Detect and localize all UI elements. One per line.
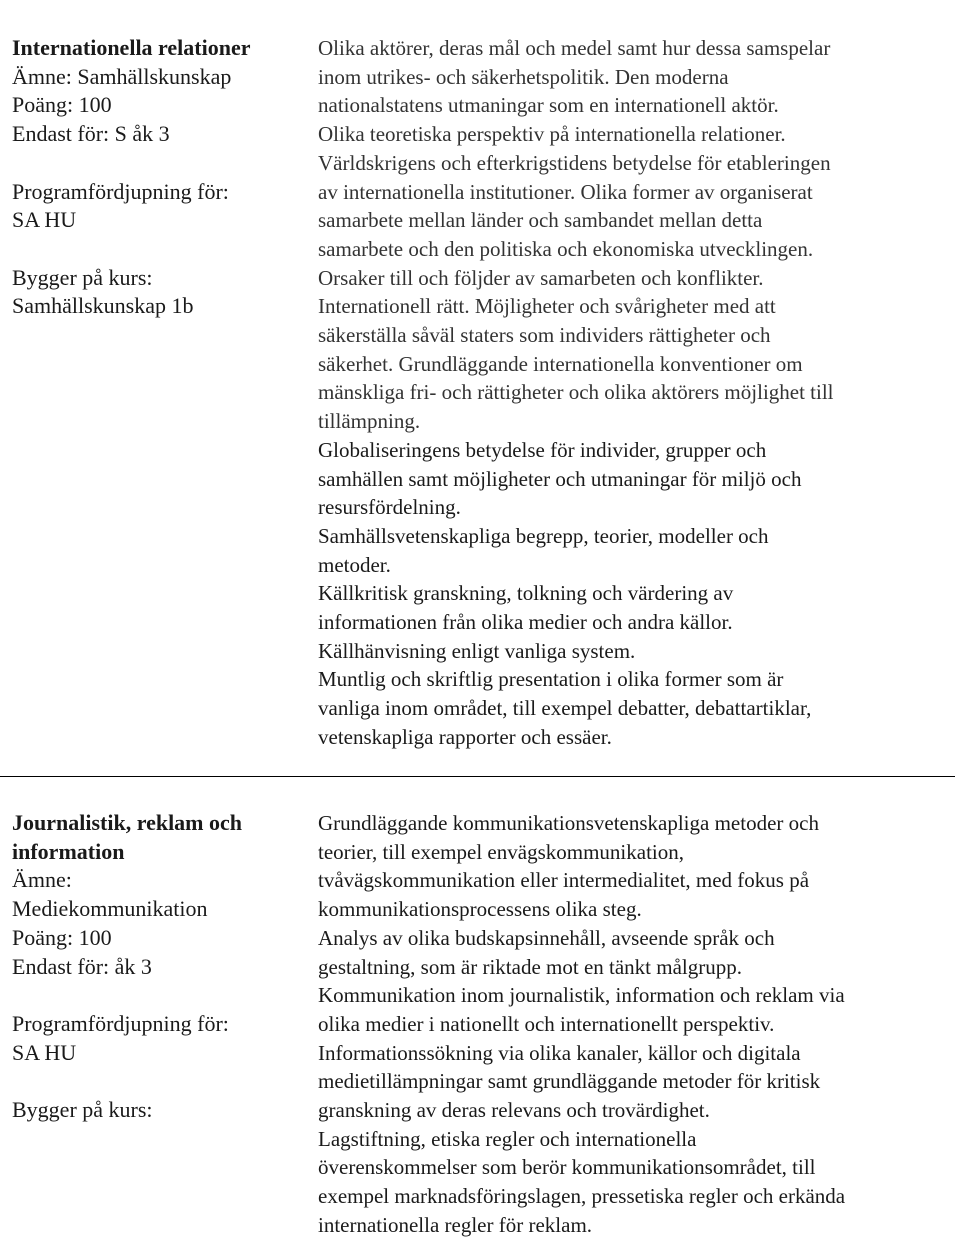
description-line: Grundläggande kommunikationsvetenskapliga metoder och	[318, 811, 819, 835]
description-line: vetenskapliga rapporter och essäer.	[318, 724, 612, 749]
spacer	[12, 1067, 307, 1096]
description-line: Lagstiftning, etiska regler och internationella	[318, 1126, 697, 1151]
description-line: samhällen samt möjligheter och utmaningar för miljö och	[318, 466, 802, 491]
restriction-line: Endast för: S åk 3	[12, 121, 170, 147]
description-line: resursfördelning.	[318, 495, 461, 520]
description-line: vanliga inom området, till exempel debatter, debattartiklar,	[318, 696, 812, 721]
description-line: överenskommelser som berör kommunikationsområdet, till	[318, 1155, 816, 1180]
program-label: Programfördjupning för:	[12, 1010, 229, 1036]
description-line: mänskliga fri- och rättigheter och olika aktörers möjlighet till	[318, 380, 834, 405]
description-line: Samhällsvetenskapliga begrepp, teorier, modeller och	[318, 523, 769, 548]
section-divider	[0, 776, 955, 777]
description-line: Kommunikation inom journalistik, information och reklam via	[318, 983, 845, 1008]
description-line: Informationssökning via olika kanaler, källor och digitala	[318, 1040, 801, 1065]
subject-line: Ämne: Samhällskunskap	[12, 63, 232, 89]
description-line: Källkritisk granskning, tolkning och värdering av	[318, 581, 734, 606]
description-line: Globaliseringens betydelse för individer, grupper och	[318, 437, 767, 462]
description-line: Olika teoretiska perspektiv på internationella relationer.	[318, 122, 786, 147]
spacer	[12, 235, 307, 264]
program-value: SA HU	[12, 1039, 77, 1065]
description-line: exempel marknadsföringslagen, pressetiska regler och erkända	[318, 1184, 846, 1209]
spacer	[12, 981, 307, 1010]
restriction-line: Endast för: åk 3	[12, 953, 152, 979]
description-line: samarbete mellan länder och sambandet mellan detta	[318, 208, 763, 233]
description-line: metoder.	[318, 552, 391, 577]
prerequisite-label: Bygger på kurs:	[12, 264, 153, 290]
description-line: medietillämpningar samt grundläggande metoder för kritisk	[318, 1069, 821, 1094]
prerequisite-label: Bygger på kurs:	[12, 1097, 153, 1122]
course-title-continued: information	[12, 838, 125, 864]
description-line: internationella regler för reklam.	[318, 1212, 593, 1237]
description-line: nationalstatens utmaningar som en internationell aktör.	[318, 93, 779, 118]
description-line: olika medier i nationellt och internationellt perspektiv.	[318, 1011, 775, 1036]
prerequisite-value: Samhällskunskap 1b	[12, 293, 194, 319]
subject-value: Mediekommunikation	[12, 896, 208, 922]
description-line: Olika aktörer, deras mål och medel samt hur dessa samspelar	[318, 36, 831, 60]
program-label: Programfördjupning för:	[12, 178, 229, 204]
subject-label: Ämne:	[12, 867, 72, 893]
course-title: Internationella relationer	[12, 35, 251, 60]
course-title: Journalistik, reklam och	[12, 810, 243, 835]
description-line: Källhänvisning enligt vanliga system.	[318, 638, 636, 663]
description-line: informationen från olika medier och andra källor.	[318, 610, 733, 635]
description-line: kommunikationsprocessens olika steg.	[318, 897, 642, 922]
description-line: säkerhet. Grundläggande internationella konventioner om	[318, 351, 803, 376]
course-description	[318, 34, 950, 752]
course-meta	[12, 809, 307, 1125]
description-line: tvåvägskommunikation eller intermedialitet, med fokus på	[318, 868, 810, 893]
description-line: teorier, till exempel envägskommunikation,	[318, 839, 684, 864]
description-line: samarbete och den politiska och ekonomiska utvecklingen.	[318, 236, 814, 261]
description-line: av internationella institutioner. Olika former av organiserat	[318, 179, 813, 204]
description-line: gestaltning, som är riktade mot en tänkt målgrupp.	[318, 954, 742, 979]
description-line: Analys av olika budskapsinnehåll, avseende språk och	[318, 925, 775, 950]
description-line: Världskrigens och efterkrigstidens betydelse för etableringen	[318, 150, 831, 175]
description-line: inom utrikes- och säkerhetspolitik. Den moderna	[318, 64, 729, 89]
description-line: säkerställa såväl staters som individers rättigheter och	[318, 323, 771, 348]
spacer	[12, 149, 307, 178]
course-meta	[12, 34, 307, 321]
description-line: Internationell rätt. Möjligheter och svårigheter med att	[318, 294, 776, 319]
points-line: Poäng: 100	[12, 92, 112, 118]
description-line: Muntlig och skriftlig presentation i olika former som är	[318, 667, 784, 692]
description-line: granskning av deras relevans och trovärdighet.	[318, 1098, 710, 1123]
description-line: tillämpning.	[318, 409, 421, 434]
program-value: SA HU	[12, 207, 77, 233]
course-description	[318, 809, 950, 1240]
description-line: Orsaker till och följder av samarbeten och konflikter.	[318, 265, 764, 290]
points-line: Poäng: 100	[12, 924, 112, 950]
